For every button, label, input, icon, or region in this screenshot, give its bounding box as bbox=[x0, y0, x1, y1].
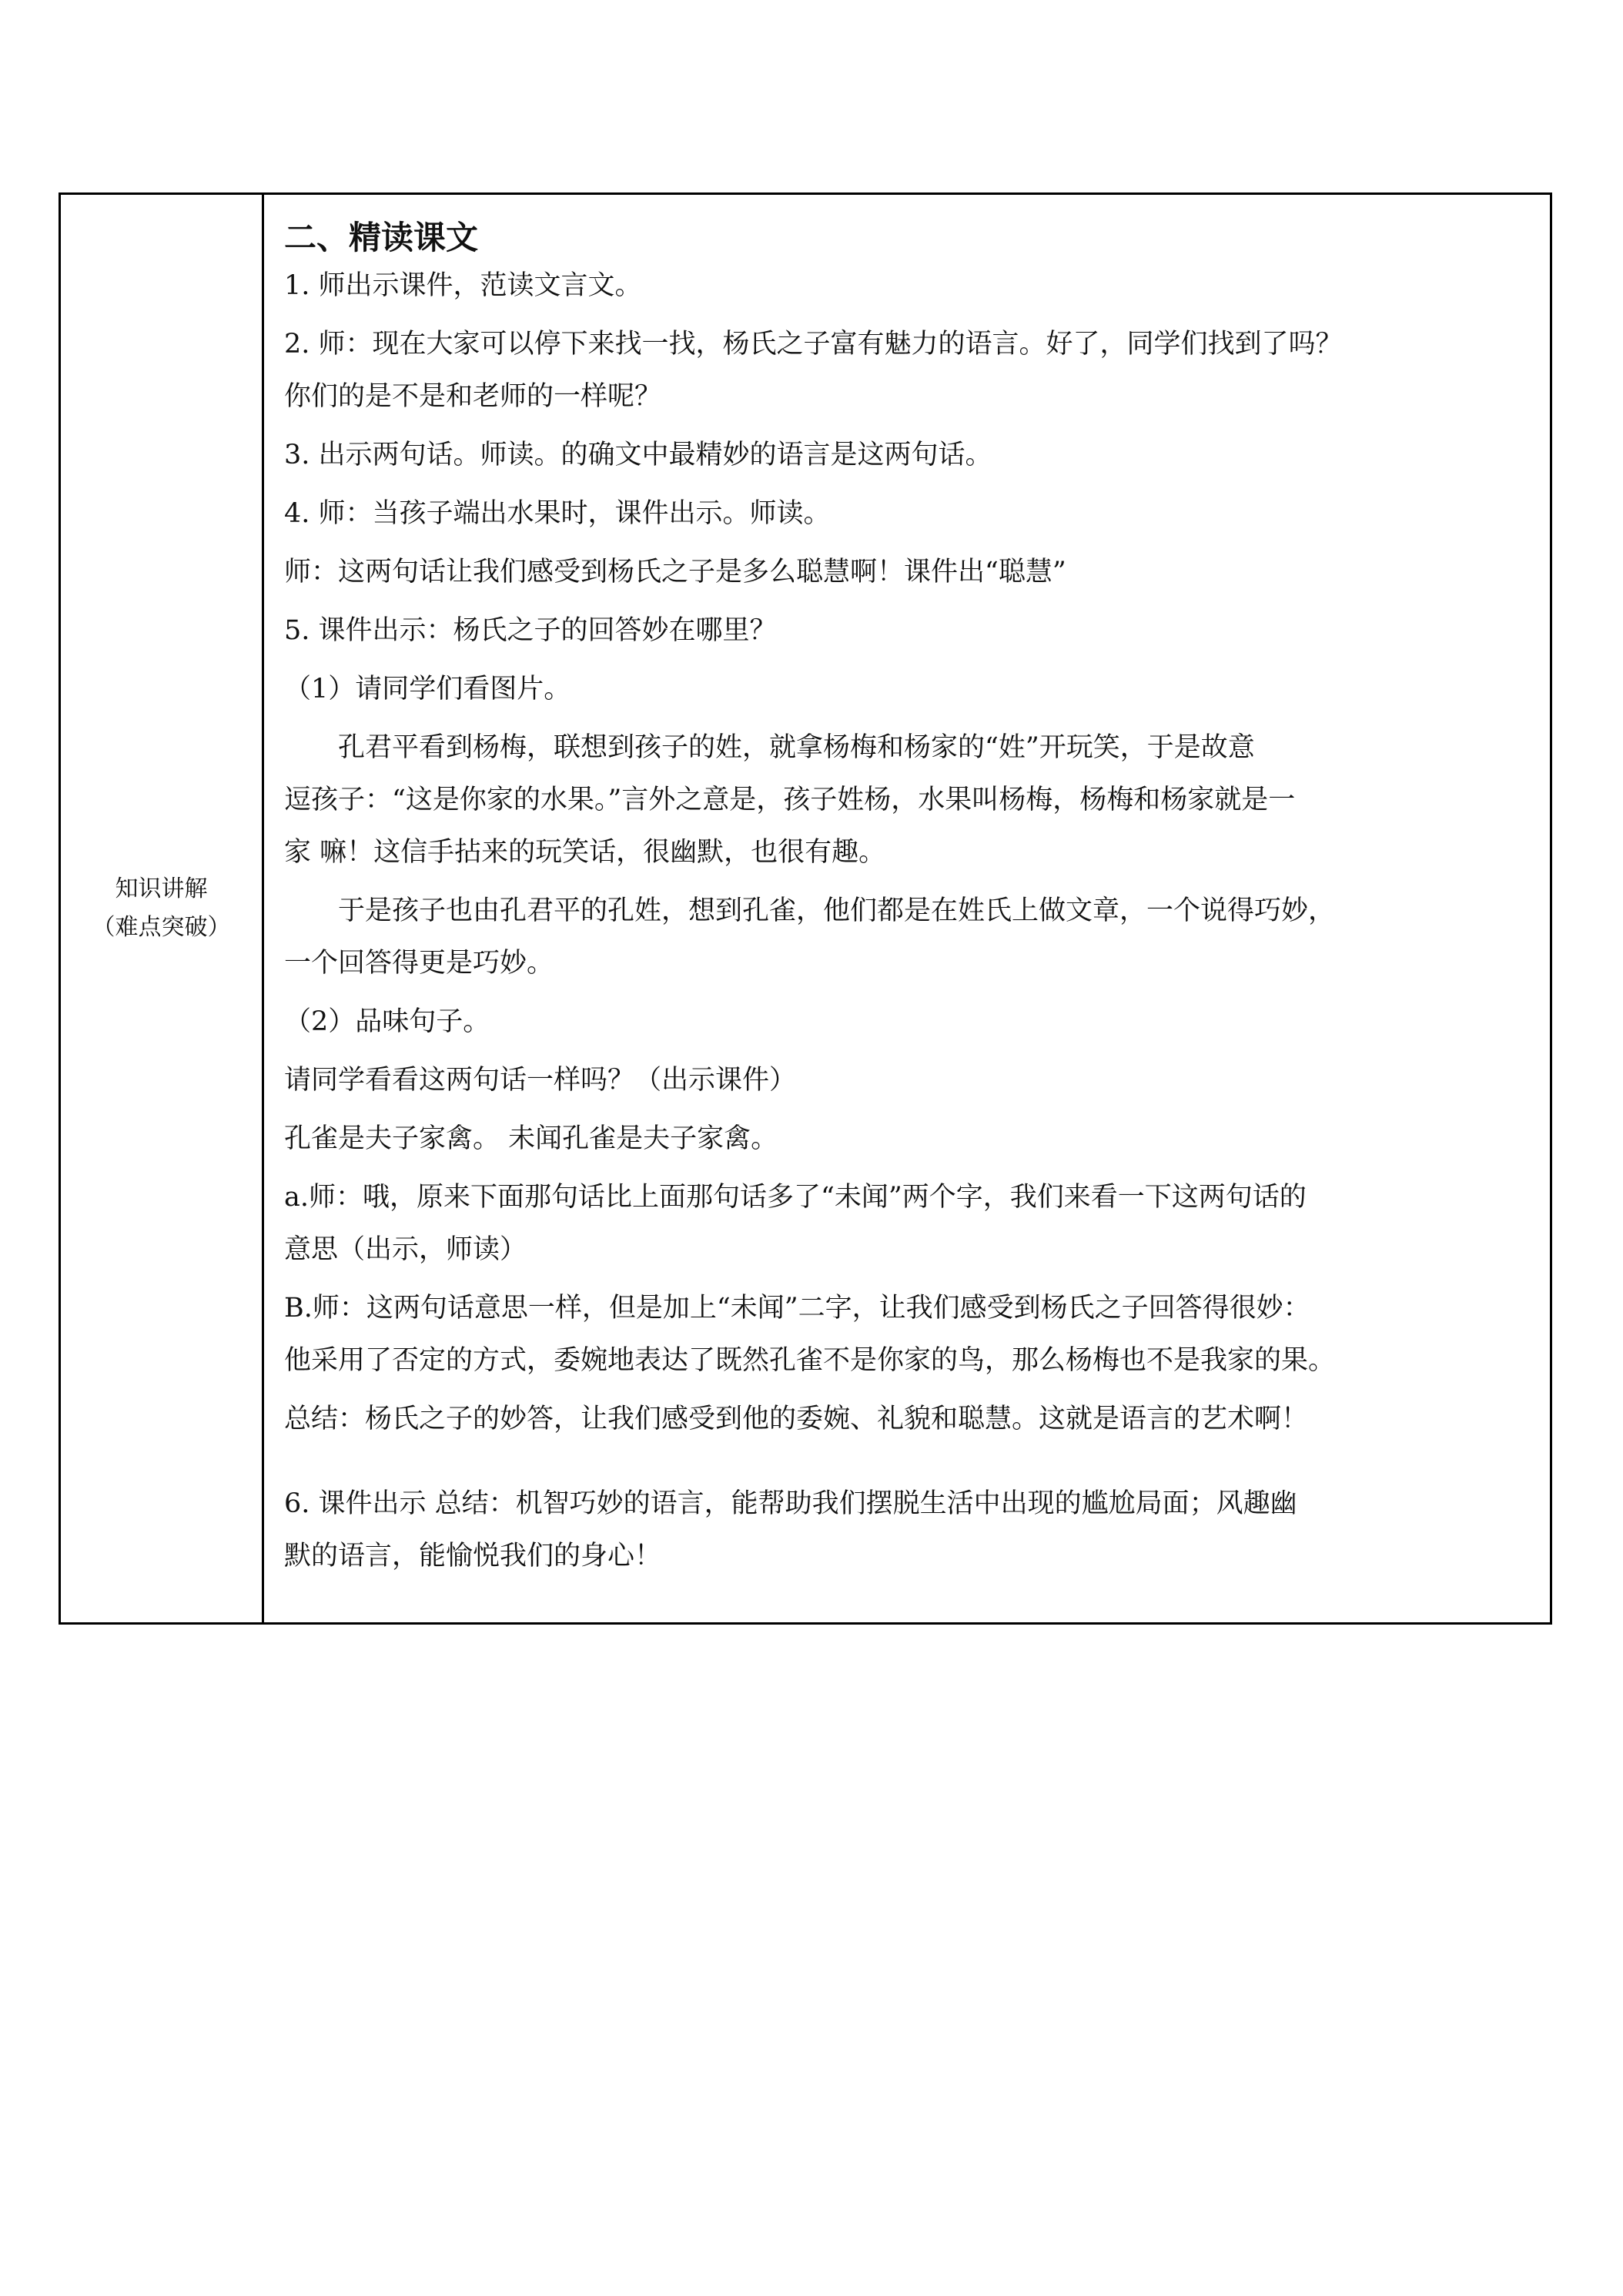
text-line-19: B.师：这两句话意思一样，但是加上“未闻”二字，让我们感受到杨氏之子回答得很妙： bbox=[284, 1293, 1310, 1324]
text-line-12: 于是孩子也由孔君平的孔姓，想到孔雀，他们都是在姓氏上做文章，一个说得巧妙， bbox=[338, 895, 1336, 926]
text-line-20: 他采用了否定的方式，委婉地表达了既然孔雀不是你家的鸟，那么杨梅也不是我家的果。 bbox=[284, 1345, 1336, 1376]
text-line-10: 逗孩子：“这是你家的水果。”言外之意是，孩子姓杨，水果叫杨梅，杨梅和杨家就是一 bbox=[284, 785, 1296, 815]
text-line-1: 1. 师出示课件，范读文言文。 bbox=[284, 270, 642, 301]
section-label-line-2: （难点突破） bbox=[92, 914, 231, 941]
text-line-17: a.师：哦，原来下面那句话比上面那句话多了“未闻”两个字，我们来看一下这两句话的 bbox=[284, 1182, 1307, 1213]
lesson-table bbox=[59, 192, 1552, 1625]
text-line-8: （1）请同学们看图片。 bbox=[284, 674, 571, 705]
section-label-cell bbox=[61, 195, 264, 1622]
text-line-15: 请同学看看这两句话一样吗？（出示课件） bbox=[284, 1065, 797, 1096]
text-line-21: 总结：杨氏之子的妙答，让我们感受到他的委婉、礼貌和聪慧。这就是语言的艺术啊！ bbox=[284, 1404, 1309, 1434]
text-line-18: 意思（出示，师读） bbox=[284, 1234, 527, 1265]
text-line-14: （2）品味句子。 bbox=[284, 1006, 490, 1037]
text-line-6: 师：这两句话让我们感受到杨氏之子是多么聪慧啊！课件出“聪慧” bbox=[284, 557, 1066, 587]
text-line-23: 默的语言，能愉悦我们的身心！ bbox=[284, 1541, 662, 1571]
text-line-11: 家 嘛！这信手拈来的玩笑话，很幽默，也很有趣。 bbox=[284, 837, 886, 868]
text-line-7: 5. 课件出示：杨氏之子的回答妙在哪里？ bbox=[284, 615, 777, 646]
text-line-9: 孔君平看到杨梅，联想到孩子的姓，就拿杨梅和杨家的“姓”开玩笑，于是故意 bbox=[338, 732, 1255, 763]
content-cell bbox=[264, 195, 1550, 1622]
text-line-5: 4. 师：当孩子端出水果时，课件出示。师读。 bbox=[284, 498, 831, 529]
text-line-16: 孔雀是夫子家禽。 未闻孔雀是夫子家禽。 bbox=[284, 1123, 778, 1154]
section-label-line-1: 知识讲解 bbox=[115, 875, 208, 902]
text-line-3: 你们的是不是和老师的一样呢？ bbox=[284, 381, 662, 412]
text-line-2: 2. 师：现在大家可以停下来找一找，杨氏之子富有魅力的语言。好了，同学们找到了吗？ bbox=[284, 329, 1343, 360]
text-line-4: 3. 出示两句话。师读。的确文中最精妙的语言是这两句话。 bbox=[284, 440, 992, 470]
section-title: 二、精读课文 bbox=[284, 219, 479, 256]
text-line-13: 一个回答得更是巧妙。 bbox=[284, 948, 554, 979]
text-line-22: 6. 课件出示 总结：机智巧妙的语言，能帮助我们摆脱生活中出现的尴尬局面；风趣幽 bbox=[284, 1488, 1297, 1519]
